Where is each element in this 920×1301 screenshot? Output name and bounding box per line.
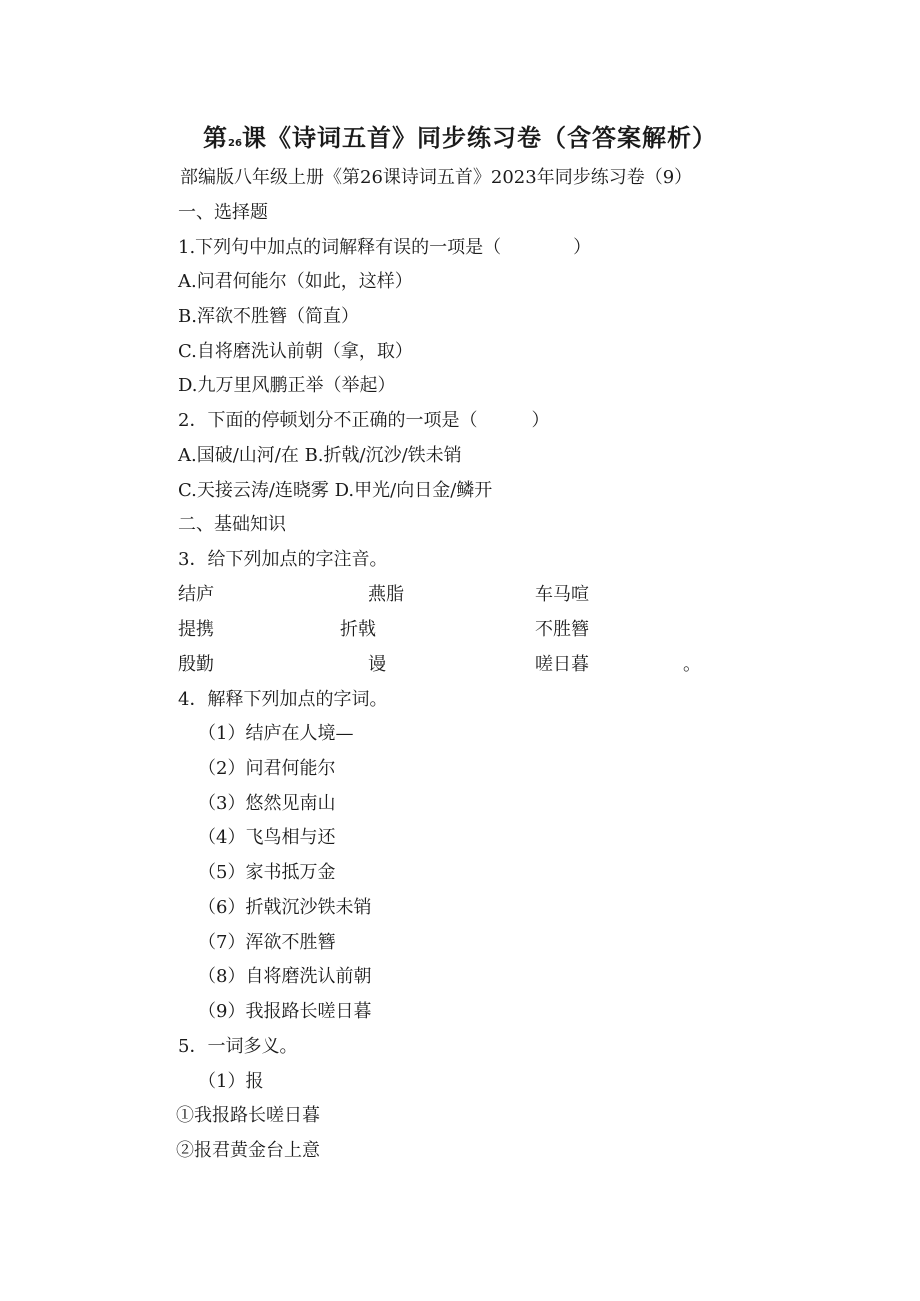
pinyin-item: 谩: [368, 654, 386, 675]
question-4-item: （3）悠然见南山: [198, 793, 336, 814]
question-5-sub-heading: （1）报: [198, 1071, 264, 1092]
pinyin-item: 折戟: [340, 619, 376, 640]
question-2-options-cd: C.天接云涛/连晓雾 D.甲光/向日金/鳞开: [178, 480, 493, 501]
trailing-period: 。: [683, 654, 701, 675]
question-3-stem: 3．给下列加点的字注音。: [178, 549, 388, 570]
question-5-sentence: ①我报路长嗟日暮: [176, 1105, 320, 1126]
pinyin-item: 殷勤: [178, 654, 214, 675]
title-suffix: 课《诗词五首》同步练习卷（含答案解析）: [241, 124, 717, 152]
question-4-item: （9）我报路长嗟日暮: [198, 1001, 372, 1022]
pinyin-item: 提携: [178, 619, 214, 640]
question-4-item: （4）飞鸟相与还: [198, 827, 336, 848]
page-title: [0, 118, 920, 153]
question-4-stem: 4．解释下列加点的字词。: [178, 689, 388, 710]
question-5-stem: 5．一词多义。: [178, 1036, 298, 1057]
question-1-stem: 1.下列句中加点的词解释有误的一项是（ ）: [178, 237, 592, 258]
pinyin-item: 车马喧: [535, 584, 589, 605]
question-4-item: （7）浑欲不胜簪: [198, 932, 336, 953]
question-4-item: （6）折戟沉沙铁未销: [198, 897, 372, 918]
pinyin-item: 结庐: [178, 584, 214, 605]
title-prefix: 第: [203, 124, 229, 152]
section-heading-basics: 二、基础知识: [178, 514, 286, 535]
question-4-item: （8）自将磨洗认前朝: [198, 966, 372, 987]
question-4-item: （2）问君何能尔: [198, 758, 336, 779]
question-4-item: （5）家书抵万金: [198, 862, 336, 883]
question-2-stem: 2．下面的停顿划分不正确的一项是（ ）: [178, 410, 550, 431]
question-1-option-a: A.问君何能尔（如此，这样）: [178, 271, 413, 292]
question-1-option-d: D.九万里风鹏正举（举起）: [178, 375, 396, 396]
section-heading-choice: 一、选择题: [178, 202, 268, 223]
pinyin-item: 不胜簪: [535, 619, 589, 640]
question-4-item: （1）结庐在人境—: [198, 723, 354, 744]
question-2-options-ab: A.国破/山河/在 B.折戟/沉沙/铁未销: [178, 445, 462, 466]
pinyin-item: 嗟日暮: [535, 654, 589, 675]
pinyin-item: 燕脂: [368, 584, 404, 605]
question-1-option-b: B.浑欲不胜簪（简直）: [178, 306, 359, 327]
subtitle: 部编版八年级上册《第26课诗词五首》2023年同步练习卷（9）: [180, 167, 693, 188]
question-1-option-c: C.自将磨洗认前朝（拿，取）: [178, 341, 413, 362]
question-5-sentence: ②报君黄金台上意: [176, 1140, 320, 1161]
title-lesson-number: 26: [228, 138, 242, 149]
